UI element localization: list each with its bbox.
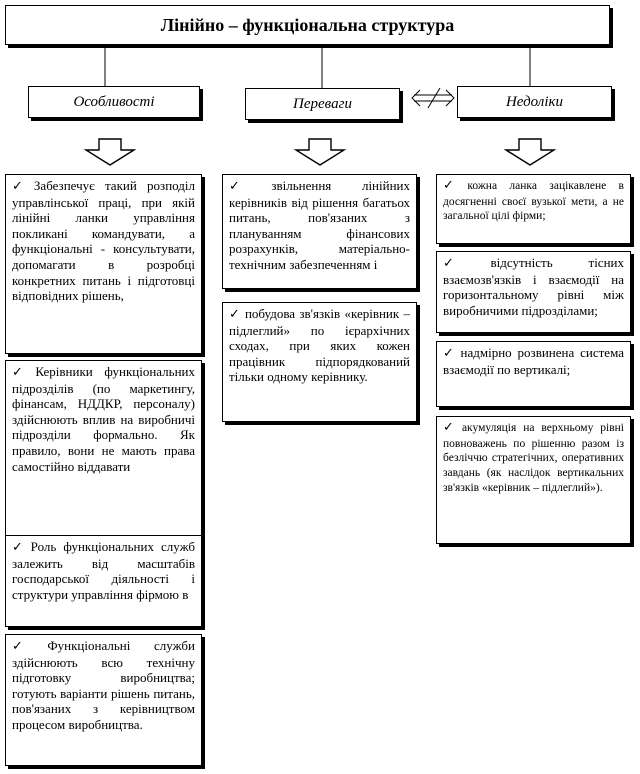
feature-card — [5, 535, 202, 627]
disadvantage-card — [436, 251, 631, 333]
diagram-title: Лінійно – функціональна структура — [5, 5, 610, 45]
bidirectional-arrow-icon — [412, 88, 454, 108]
checkmark-icon: ✓ — [443, 346, 457, 361]
checkmark-icon: ✓ — [12, 639, 44, 654]
feature-card — [5, 174, 202, 354]
checkmark-icon: ✓ — [229, 179, 268, 194]
checkmark-icon: ✓ — [229, 307, 241, 322]
feature-text: Забезпечує такий розподіл управлінської праці, при якій лінійні ланки управління покликані командувати, а функціональні - консультувати, допомагати в розробці конкретних питань і підготовці відповідних рішень, — [12, 178, 195, 304]
checkmark-icon: ✓ — [443, 420, 458, 435]
down-arrow-icon — [86, 139, 134, 165]
advantage-card — [222, 302, 417, 422]
down-arrow-icon — [296, 139, 344, 165]
feature-text: Функціональні служби здійснюють всю технічну підготовку виробництва; готують варіанти рішень питань, пов'язаних з керівництвом процесом виробництва. — [12, 638, 195, 732]
checkmark-icon: ✓ — [443, 178, 464, 193]
feature-card — [5, 634, 202, 766]
feature-text: Керівники функціональних підрозділів (по маркетингу, фінансам, НДДКР, персоналу) здійснюють вплив на виробничі підрозділи формально. Як правило, вони не мають права самостійно віддавати — [12, 364, 195, 474]
down-arrow-icon — [506, 139, 554, 165]
disadvantage-text: відсутність тісних взаємозв'язків і взаємодії на горизонтальному рівні між виробничими підрозділами; — [443, 255, 624, 318]
disadvantage-text: надмірно розвинена система взаємодії по вертикалі; — [443, 345, 624, 377]
advantage-text: звільнення лінійних керівників від рішення багатьох питань, пов'язаних з плануванням фінансових розрахунків, матеріально-технічним забезпеченням і — [229, 178, 410, 272]
disadvantage-text: кожна ланка зацікавлене в досягненні своєї вузької мети, а не загальної цілі фірми; — [443, 180, 624, 223]
heading-disadvantages: Недоліки — [457, 86, 612, 118]
checkmark-icon: ✓ — [443, 256, 487, 271]
disadvantage-text: акумуляція на верхньому рівні повноважень по рішенню разом із безліччю стратегічних, оперативних завдань (як наслідок вертикальних зв'язків «керівник – підлеглий»). — [443, 422, 624, 494]
advantage-card — [222, 174, 417, 289]
advantage-text: побудова зв'язків «керівник – підлеглий» по ієрархічних сходах, при яких кожен працівник підпорядкований тільки одному керівнику. — [229, 306, 410, 385]
disadvantage-card — [436, 341, 631, 407]
checkmark-icon: ✓ — [12, 365, 32, 380]
feature-text: Роль функціональних служб залежить від масштабів господарської діяльності і структури управління фірмою в — [12, 539, 195, 602]
disadvantage-card — [436, 174, 631, 244]
checkmark-icon: ✓ — [12, 179, 30, 194]
heading-features: Особливості — [28, 86, 200, 118]
disadvantage-card — [436, 416, 631, 544]
heading-advantages: Переваги — [245, 88, 400, 120]
checkmark-icon: ✓ — [12, 540, 27, 555]
feature-card — [5, 360, 202, 548]
